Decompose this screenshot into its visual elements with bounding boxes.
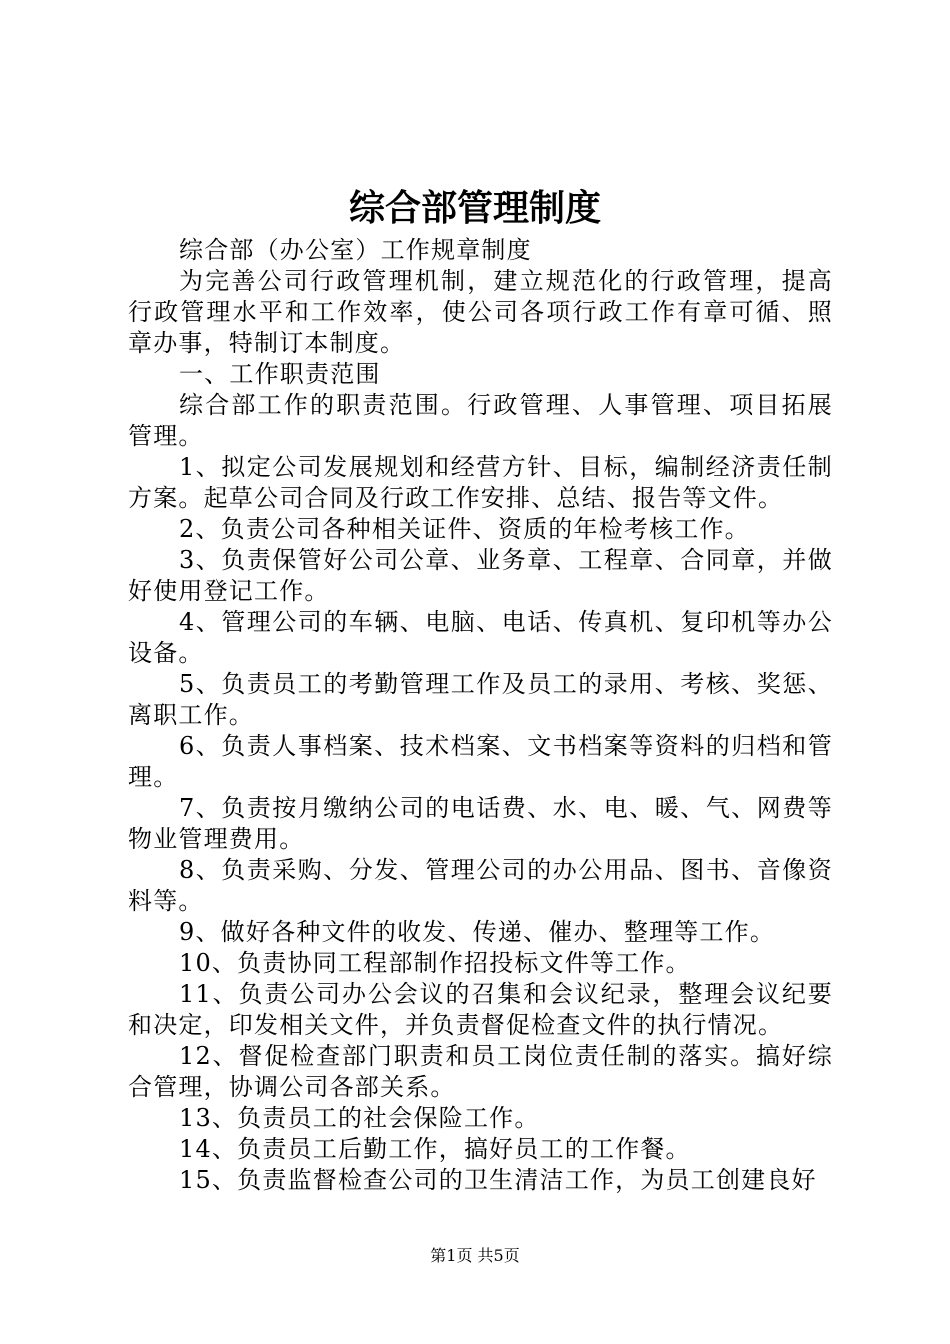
paragraph-heading: 综合部（办公室）工作规章制度 [179, 236, 532, 264]
page-footer: 第1页 共5页 [430, 1246, 520, 1265]
list-item: 8、负责采购、分发、管理公司的办公用品、图书、音像资料等。 [128, 856, 833, 915]
list-item: 14、负责员工后勤工作，搞好员工的工作餐。 [179, 1135, 691, 1163]
list-item: 10、负责协同工程部制作招投标文件等工作。 [179, 949, 691, 977]
list-item: 6、负责人事档案、技术档案、文书档案等资料的归档和管理。 [128, 732, 833, 791]
list-item: 15、负责监督检查公司的卫生清洁工作，为员工创建良好 [179, 1166, 817, 1194]
document-body [128, 235, 833, 1196]
list-item: 1、拟定公司发展规划和经营方针、目标，编制经济责任制方案。起草公司合同及行政工作安排、总结、报告等文件。 [128, 453, 833, 512]
list-item: 4、管理公司的车辆、电脑、电话、传真机、复印机等办公设备。 [128, 608, 833, 667]
list-item: 7、负责按月缴纳公司的电话费、水、电、暖、气、网费等物业管理费用。 [128, 794, 833, 853]
paragraph-scope: 综合部工作的职责范围。行政管理、人事管理、项目拓展管理。 [128, 391, 833, 450]
paragraph-intro: 为完善公司行政管理机制，建立规范化的行政管理，提高行政管理水平和工作效率，使公司各项行政工作有章可循、照章办事，特制订本制度。 [128, 267, 833, 357]
list-item: 12、督促检查部门职责和员工岗位责任制的落实。搞好综合管理，协调公司各部关系。 [128, 1042, 833, 1101]
list-item: 2、负责公司各种相关证件、资质的年检考核工作。 [179, 515, 750, 543]
section-heading: 一、工作职责范围 [179, 360, 381, 388]
list-item: 9、做好各种文件的收发、传递、催办、整理等工作。 [179, 918, 776, 946]
list-item: 13、负责员工的社会保险工作。 [179, 1104, 540, 1132]
list-item: 11、负责公司办公会议的召集和会议纪录，整理会议纪要和决定，印发相关文件，并负责督促检查文件的执行情况。 [128, 980, 833, 1039]
list-item: 3、负责保管好公司公章、业务章、工程章、合同章，并做好使用登记工作。 [128, 546, 833, 605]
list-item: 5、负责员工的考勤管理工作及员工的录用、考核、奖惩、离职工作。 [128, 670, 833, 729]
document-title: 综合部管理制度 [348, 187, 601, 229]
